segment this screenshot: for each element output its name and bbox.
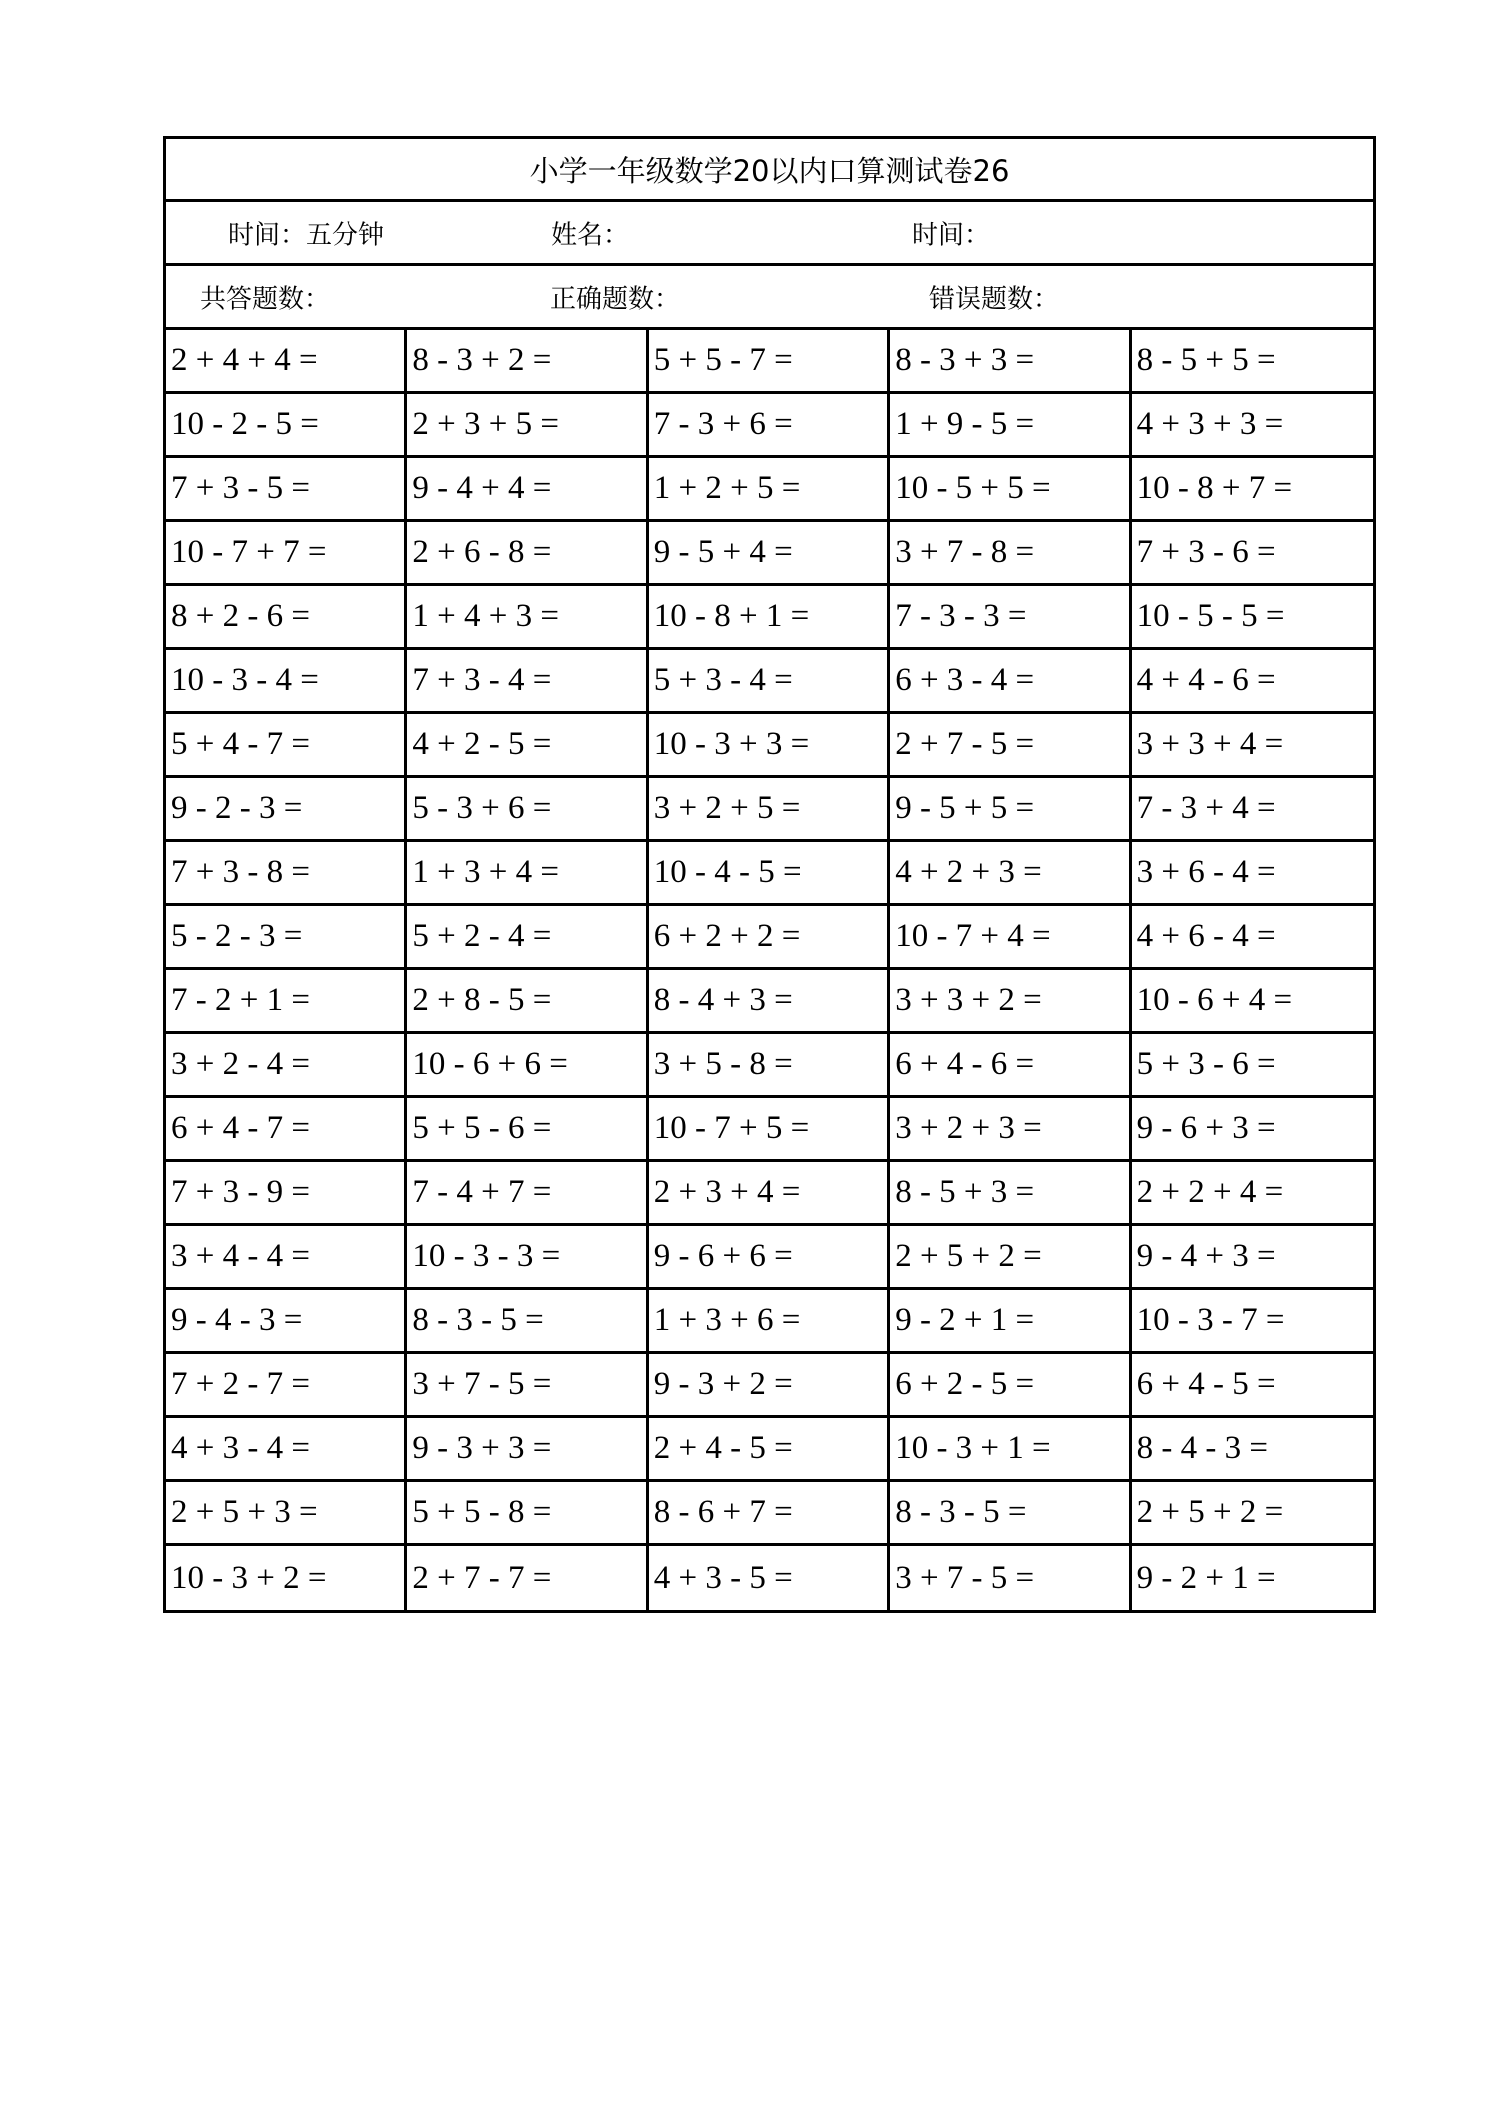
problem-cell: 5 - 3 + 6 = (407, 778, 648, 842)
problem-cell: 2 + 7 - 5 = (890, 714, 1131, 778)
problem-cell: 1 + 3 + 6 = (649, 1290, 890, 1354)
problem-cell: 8 - 3 + 3 = (890, 330, 1131, 394)
problem-cell: 6 + 4 - 5 = (1132, 1354, 1373, 1418)
problem-cell: 10 - 6 + 4 = (1132, 970, 1373, 1034)
problem-cell: 3 + 4 - 4 = (166, 1226, 407, 1290)
problem-cell: 6 + 4 - 7 = (166, 1098, 407, 1162)
problem-grid (166, 330, 1373, 1610)
problem-cell: 3 + 2 + 5 = (649, 778, 890, 842)
problem-cell: 10 - 3 + 3 = (649, 714, 890, 778)
total-answered-label: 共答题数： (200, 284, 331, 314)
info-row-2 (166, 266, 1373, 330)
problem-cell: 10 - 3 - 4 = (166, 650, 407, 714)
problem-cell: 7 + 3 - 4 = (407, 650, 648, 714)
problem-cell: 7 + 3 - 5 = (166, 458, 407, 522)
problem-cell: 10 - 7 + 7 = (166, 522, 407, 586)
problem-cell: 10 - 6 + 6 = (407, 1034, 648, 1098)
problem-cell: 8 + 2 - 6 = (166, 586, 407, 650)
problem-cell: 5 + 3 - 4 = (649, 650, 890, 714)
problem-cell: 5 + 5 - 6 = (407, 1098, 648, 1162)
problem-cell: 9 - 2 + 1 = (890, 1290, 1131, 1354)
problem-cell: 10 - 7 + 5 = (649, 1098, 890, 1162)
problem-cell: 2 + 5 + 3 = (166, 1482, 407, 1546)
problem-cell: 1 + 4 + 3 = (407, 586, 648, 650)
problem-cell: 3 + 7 - 5 = (407, 1354, 648, 1418)
problem-cell: 10 - 7 + 4 = (890, 906, 1131, 970)
problem-cell: 5 + 5 - 8 = (407, 1482, 648, 1546)
problem-cell: 5 + 5 - 7 = (649, 330, 890, 394)
problem-cell: 7 - 2 + 1 = (166, 970, 407, 1034)
problem-cell: 3 + 7 - 5 = (890, 1546, 1131, 1610)
problem-cell: 9 - 2 + 1 = (1136, 1559, 1276, 1596)
problem-cell: 6 + 3 - 4 = (890, 650, 1131, 714)
problem-cell: 7 + 2 - 7 = (166, 1354, 407, 1418)
problem-cell: 8 - 4 - 3 = (1132, 1418, 1373, 1482)
problem-cell: 9 - 4 + 3 = (1132, 1226, 1373, 1290)
problem-cell: 7 - 4 + 7 = (407, 1162, 648, 1226)
problem-cell: 5 + 4 - 7 = (166, 714, 407, 778)
time-label: 时间： (912, 220, 991, 250)
problem-cell: 1 + 2 + 5 = (649, 458, 890, 522)
problem-cell: 2 + 7 - 7 = (407, 1546, 648, 1610)
problem-cell: 10 - 8 + 1 = (649, 586, 890, 650)
problem-cell: 2 + 5 + 2 = (1132, 1482, 1373, 1546)
problem-cell: 6 + 2 - 5 = (890, 1354, 1131, 1418)
problem-cell: 10 - 5 - 5 = (1132, 586, 1373, 650)
problem-cell: 6 + 2 + 2 = (649, 906, 890, 970)
problem-cell: 4 + 4 - 6 = (1132, 650, 1373, 714)
problem-cell: 9 - 3 + 3 = (407, 1418, 648, 1482)
info-row-1 (166, 202, 1373, 266)
problem-cell: 10 - 3 - 7 = (1132, 1290, 1373, 1354)
problem-cell: 10 - 2 - 5 = (166, 394, 407, 458)
problem-cell: 9 - 2 - 3 = (166, 778, 407, 842)
problem-cell: 7 + 3 - 6 = (1132, 522, 1373, 586)
problem-cell: 3 + 5 - 8 = (649, 1034, 890, 1098)
problem-cell: 2 + 6 - 8 = (407, 522, 648, 586)
problem-cell: 4 + 2 + 3 = (890, 842, 1131, 906)
problem-cell: 10 - 4 - 5 = (649, 842, 890, 906)
problem-cell: 2 + 3 + 4 = (649, 1162, 890, 1226)
problem-cell: 7 - 3 + 6 = (649, 394, 890, 458)
worksheet-title: 小学一年级数学20以内口算测试卷26 (166, 139, 1373, 202)
problem-cell: 1 + 3 + 4 = (407, 842, 648, 906)
problem-cell: 10 - 3 + 2 = (166, 1546, 407, 1610)
problem-cell: 8 - 4 + 3 = (649, 970, 890, 1034)
problem-cell: 9 - 5 + 5 = (890, 778, 1131, 842)
correct-count-label: 正确题数： (550, 284, 681, 314)
problem-cell: 7 - 3 + 4 = (1132, 778, 1373, 842)
problem-cell: 10 - 3 - 3 = (407, 1226, 648, 1290)
problem-cell: 2 + 8 - 5 = (407, 970, 648, 1034)
problem-cell: 3 + 3 + 4 = (1132, 714, 1373, 778)
problem-cell: 2 + 4 + 4 = (166, 330, 407, 394)
problem-cell: 8 - 6 + 7 = (649, 1482, 890, 1546)
problem-cell: 4 + 3 - 4 = (166, 1418, 407, 1482)
problem-cell: 10 - 8 + 7 = (1132, 458, 1373, 522)
problem-cell: 7 + 3 - 8 = (166, 842, 407, 906)
problem-cell: 9 - 6 + 3 = (1132, 1098, 1373, 1162)
problem-cell: 3 + 3 + 2 = (890, 970, 1131, 1034)
problem-cell: 5 + 2 - 4 = (407, 906, 648, 970)
problem-cell: 9 - 4 + 4 = (407, 458, 648, 522)
problem-cell: 1 + 9 - 5 = (890, 394, 1131, 458)
time-limit-label: 时间：五分钟 (228, 220, 385, 250)
problem-cell: 9 - 3 + 2 = (649, 1354, 890, 1418)
problem-cell: 6 + 4 - 6 = (890, 1034, 1131, 1098)
problem-cell: 4 + 3 - 5 = (649, 1546, 890, 1610)
problem-cell: 4 + 2 - 5 = (407, 714, 648, 778)
problem-cell: 8 - 3 + 2 = (407, 330, 648, 394)
problem-cell: 10 - 5 + 5 = (890, 458, 1131, 522)
problem-cell: 2 + 5 + 2 = (890, 1226, 1131, 1290)
problem-cell: 3 + 2 - 4 = (166, 1034, 407, 1098)
problem-cell: 3 + 6 - 4 = (1132, 842, 1373, 906)
problem-cell: 9 - 4 - 3 = (166, 1290, 407, 1354)
problem-cell: 10 - 3 + 1 = (890, 1418, 1131, 1482)
problem-cell: 8 - 3 - 5 = (890, 1482, 1131, 1546)
problem-cell: 3 + 2 + 3 = (890, 1098, 1131, 1162)
problem-cell: 2 + 3 + 5 = (407, 394, 648, 458)
worksheet (163, 136, 1376, 1613)
problem-cell: 8 - 5 + 5 = (1132, 330, 1373, 394)
problem-cell: 4 + 6 - 4 = (1132, 906, 1373, 970)
problem-cell: 9 - 5 + 4 = (649, 522, 890, 586)
problem-cell: 8 - 5 + 3 = (890, 1162, 1131, 1226)
wrong-count-label: 错误题数： (929, 284, 1060, 314)
name-label: 姓名： (551, 220, 630, 250)
problem-cell: 9 - 6 + 6 = (649, 1226, 890, 1290)
problem-cell: 8 - 3 - 5 = (407, 1290, 648, 1354)
problem-cell: 2 + 2 + 4 = (1132, 1162, 1373, 1226)
problem-cell: 7 - 3 - 3 = (890, 586, 1131, 650)
problem-cell: 7 + 3 - 9 = (166, 1162, 407, 1226)
problem-cell: 3 + 7 - 8 = (890, 522, 1131, 586)
problem-cell: 5 - 2 - 3 = (166, 906, 407, 970)
problem-cell: 2 + 4 - 5 = (649, 1418, 890, 1482)
problem-cell: 4 + 3 + 3 = (1132, 394, 1373, 458)
problem-cell: 5 + 3 - 6 = (1132, 1034, 1373, 1098)
